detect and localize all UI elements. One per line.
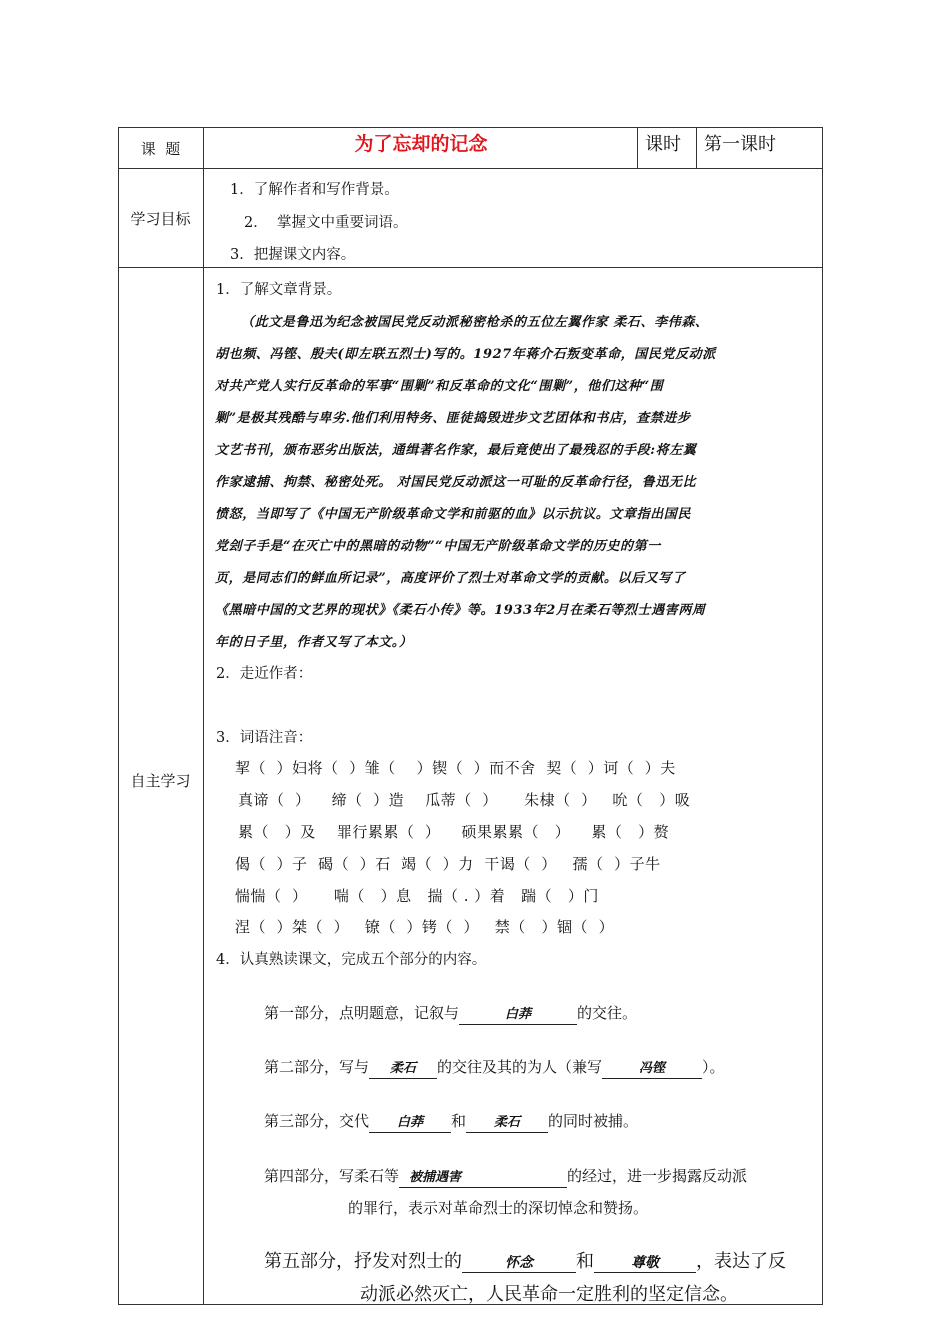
background-line: 党刽子手是“在灭亡中的黑暗的动物”“中国无产阶级革命文学的历史的第一 [215,539,661,554]
goals-label: 学习目标 [130,210,191,228]
period-label: 课时 [645,134,681,155]
row-divider-header [118,168,823,169]
part-5-prefix: 第五部分，抒发对烈士的 [264,1251,462,1272]
part-3-answer: 白莽 [369,1114,451,1133]
part-2-answer: 柔石 [369,1060,437,1079]
background-line: 文艺书刊，颁布恶劣出版法，通缉著名作家，最后竟使出了最残忍的手段:将左翼 [215,443,697,458]
pinyin-row: 真谛（ ） 缔（ ）造 瓜蒂（ ） 朱棣（ ） 吮（ ）吸 [238,791,691,809]
part-2-suffix: ）。 [702,1058,725,1076]
part-5-middle: 和 [576,1251,594,1272]
pinyin-row: 累（ ）及 罪行累累（ ） 硕果累累（ ） 累（ ）赘 [238,823,670,841]
part-3-middle: 和 [451,1112,467,1130]
background-line: 对共产党人实行反革命的军事“围剿”和反革命的文化“围剿”，他们这种“围 [215,379,664,394]
goal-item-2: 2． 掌握文中重要词语。 [244,215,408,231]
part-5-suffix: ，表达了反 [696,1251,786,1272]
background-line: （此文是鲁迅为纪念被国民党反动派秘密枪杀的五位左翼作家 柔石、李伟森、 [241,315,709,330]
section-3-heading: 3．词语注音： [216,730,313,746]
background-line: 胡也频、冯铿、殷夫(即左联五烈士)写的。1927年蒋介石叛变革命，国民党反动派 [215,347,716,362]
part-2 [264,1056,725,1079]
topic-label: 课 题 [140,140,181,158]
period-value: 第一课时 [704,134,776,155]
pinyin-row: 涅（ ）桀（ ） 镣（ ）铐（ ） 禁（ ）锢（ ） [235,918,615,936]
self-study-label: 自主学习 [130,772,191,790]
part-3-answer-2: 柔石 [466,1114,548,1133]
section-4-heading: 4．认真熟读课文，完成五个部分的内容。 [216,952,487,968]
part-4 [264,1165,747,1188]
part-4-line-2: 的罪行，表示对革命烈士的深切悼念和赞扬。 [348,1199,649,1217]
part-5-line-2: 动派必然灭亡，人民革命一定胜利的坚定信念。 [360,1284,738,1305]
part-5-answer: 怀念 [462,1254,576,1273]
background-line: 愤怒，当即写了《中国无产阶级革命文学和前驱的血》以示抗议。文章指出国民 [215,507,692,522]
section-1-heading: 1．了解文章背景。 [216,282,342,298]
background-line: 《黑暗中国的文艺界的现状》《柔石小传》等。1933年2月在柔石等烈士遇害两周 [215,603,706,618]
part-1-prefix: 第一部分，点明题意，记叙与 [264,1004,460,1022]
part-4-suffix: 的经过，进一步揭露反动派 [567,1167,748,1185]
lesson-title: 为了忘却的记念 [354,133,488,155]
part-2-answer-2: 冯铿 [602,1060,702,1079]
background-line: 页，是同志们的鲜血所记录”，高度评价了烈士对革命文学的贡献。以后又写了 [215,571,686,586]
goal-item-1: 1．了解作者和写作背景。 [230,182,399,198]
background-line: 年的日子里，作者又写了本文。） [215,635,413,650]
background-line: 作家逮捕、拘禁、秘密处死。 对国民党反动派这一可耻的反革命行径，鲁迅无比 [215,475,697,490]
part-1-suffix: 的交往。 [577,1004,638,1022]
part-2-middle: 的交往及其的为人（兼写 [437,1058,603,1076]
part-3-prefix: 第三部分，交代 [264,1112,370,1130]
part-1 [264,1002,637,1025]
pinyin-row: 挈（ ）妇将（ ）雏（ ）锲（ ）而不舍 契（ ）诃（ ）夫 [235,759,676,777]
row-divider-goals [118,267,823,268]
column-divider-label [203,127,204,1305]
part-1-answer: 白莽 [459,1006,577,1025]
pinyin-row: 惴惴（ ） 喘（ ）息 揣（ . ）着 踹（ ）门 [235,887,599,905]
section-2-heading: 2．走近作者： [216,666,313,682]
part-4-answer: 被捕遇害 [399,1169,567,1188]
column-divider-period-label [637,127,638,168]
part-5 [264,1247,786,1273]
part-3 [264,1110,638,1133]
goal-item-3: 3．把握课文内容。 [230,247,356,263]
part-4-prefix: 第四部分，写柔石等 [264,1167,400,1185]
column-divider-period-value [696,127,697,168]
part-3-suffix: 的同时被捕。 [548,1112,639,1130]
pinyin-row: 偈（ ）子 碣（ ）石 竭（ ）力 干谒（ ） 孺（ ）子牛 [235,855,661,873]
part-5-answer-2: 尊敬 [594,1254,696,1273]
part-2-prefix: 第二部分，写与 [264,1058,370,1076]
background-line: 剿”是极其残酷与卑劣.他们利用特务、匪徒捣毁进步文艺团体和书店，查禁进步 [215,411,691,426]
